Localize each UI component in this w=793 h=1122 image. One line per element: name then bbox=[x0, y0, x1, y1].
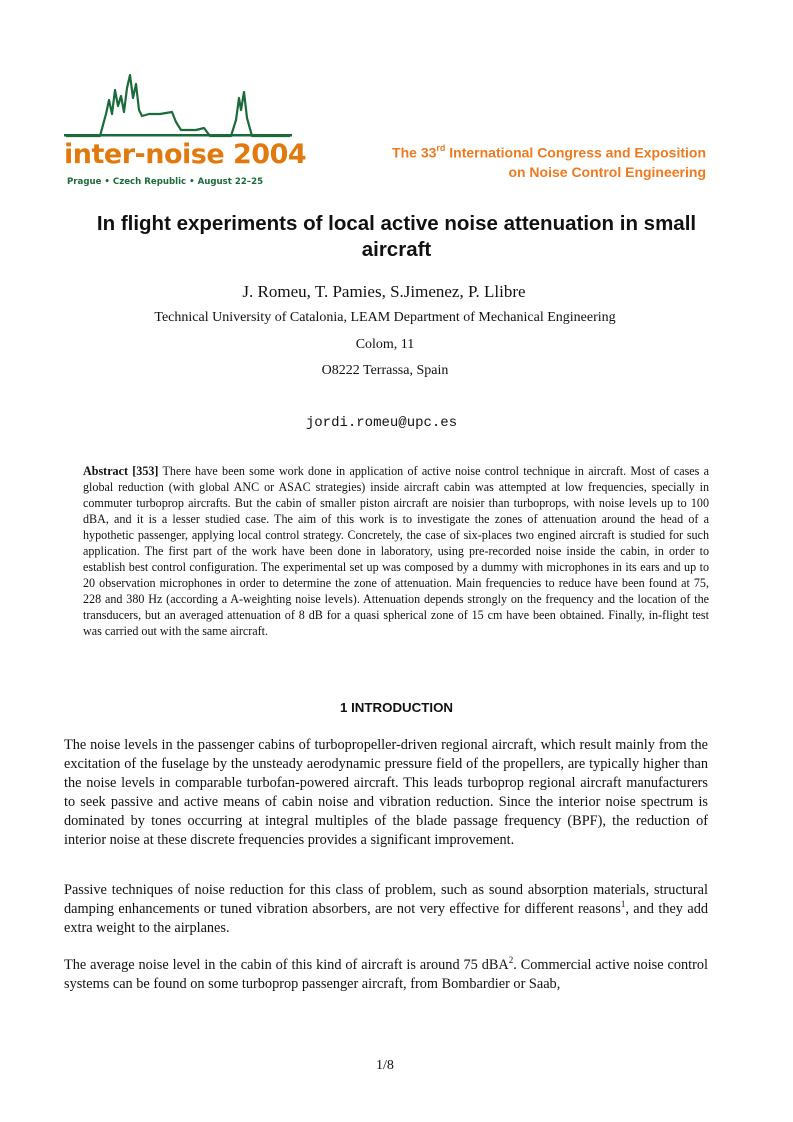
abstract-text: There have been some work done in application of active noise control technique in aircraft. Most of cases a global reduction (with global ANC or ASAC strategies) inside aircraft cabin was attempted at low frequencies, specially in commuter turboprop aircrafts. But the cabin of smaller piston aircraft are noisier than turboprops, with noise levels up to 100 dBA, and it is a lesser studied case. The aim of this work is to investigate the zones of attenuation around the head of a hypothetic passenger, applying local control strategy. Concretely, the case of six-places two engined aircraft is studied for such application. The first part of the work have been done in laboratory, using pre-recorded noise inside the cabin, in order to establish best control configuration. The experimental set up was composed by a dummy with microphones in its ears and up to 20 observation microphones in order to determine the zone of attenuation. Main frequencies to reduce have been found at 75, 228 and 380 Hz (according a A-weighting noise levels). Attenuation depends strongly on the frequency and the location of the transducers, but an averaged attenuation of 8 dB for a quasi spherical zone of 15 cm have been obtained. Finally, in-flight test was carried out with the same aircraft. bbox=[83, 464, 709, 638]
logo-wordmark: inter-noise 2004 bbox=[64, 139, 307, 170]
internoise-logo bbox=[64, 70, 307, 195]
congress-title bbox=[392, 140, 706, 182]
intro-paragraph-2: Passive techniques of noise reduction for this class of problem, such as sound absorption materials, structural damping enhancements or tuned vibration absorbers, are not very effective for different reasons$^1$, and they add extra weight to the airplanes. bbox=[64, 882, 708, 936]
address-city: O8222 Terrassa, Spain bbox=[321, 363, 449, 378]
page-number: 1/8 bbox=[376, 1058, 394, 1073]
section-heading: 1 INTRODUCTION bbox=[339, 700, 454, 715]
logo-subtitle: Prague • Czech Republic • August 22–25 bbox=[67, 177, 264, 187]
congress-line-2: on Noise Control Engineering bbox=[508, 163, 706, 180]
intro-paragraph-3: The average noise level in the cabin of this kind of aircraft is around 75 dBA$^2$. Commercial active noise control systems can be found on some turboprop passenger aircraft, from Bombardier or Saab, bbox=[64, 955, 708, 992]
paper-title: In flight experiments of local active noise attenuation in small aircraft bbox=[96, 212, 697, 261]
abstract bbox=[83, 463, 709, 639]
abstract-label: Abstract [353] bbox=[83, 464, 159, 478]
congress-line-1: The 33rd International Congress and Exposition bbox=[392, 143, 706, 161]
paper-authors: J. Romeu, T. Pamies, S.Jimenez, P. Llibre bbox=[242, 282, 526, 301]
intro-paragraph-1: The noise levels in the passenger cabins of turbopropeller-driven regional aircraft, which result mainly from the excitation of the fuselage by the unsteady aerodynamic pressure field of the propellers, are typically higher than the noise levels in comparable turbofan-powered aircraft. This leads turboprop regional aircraft manufacturers to seek passive and active means of cabin noise and vibration reduction. Since the interior noise spectrum is dominated by tones occurring at integral multiples of the blade passage frequency (BPF), the reduction of interior noise at these discrete frequencies provides a significant improvement. bbox=[64, 737, 708, 848]
author-email[interactable]: jordi.romeu@upc.es bbox=[305, 415, 458, 431]
footnote-ref[interactable]: 2 bbox=[508, 955, 514, 966]
footnote-ref[interactable]: 1 bbox=[620, 899, 626, 910]
address-street: Colom, 11 bbox=[355, 337, 415, 352]
affiliation: Technical University of Catalonia, LEAM Department of Mechanical Engineering bbox=[154, 310, 616, 325]
